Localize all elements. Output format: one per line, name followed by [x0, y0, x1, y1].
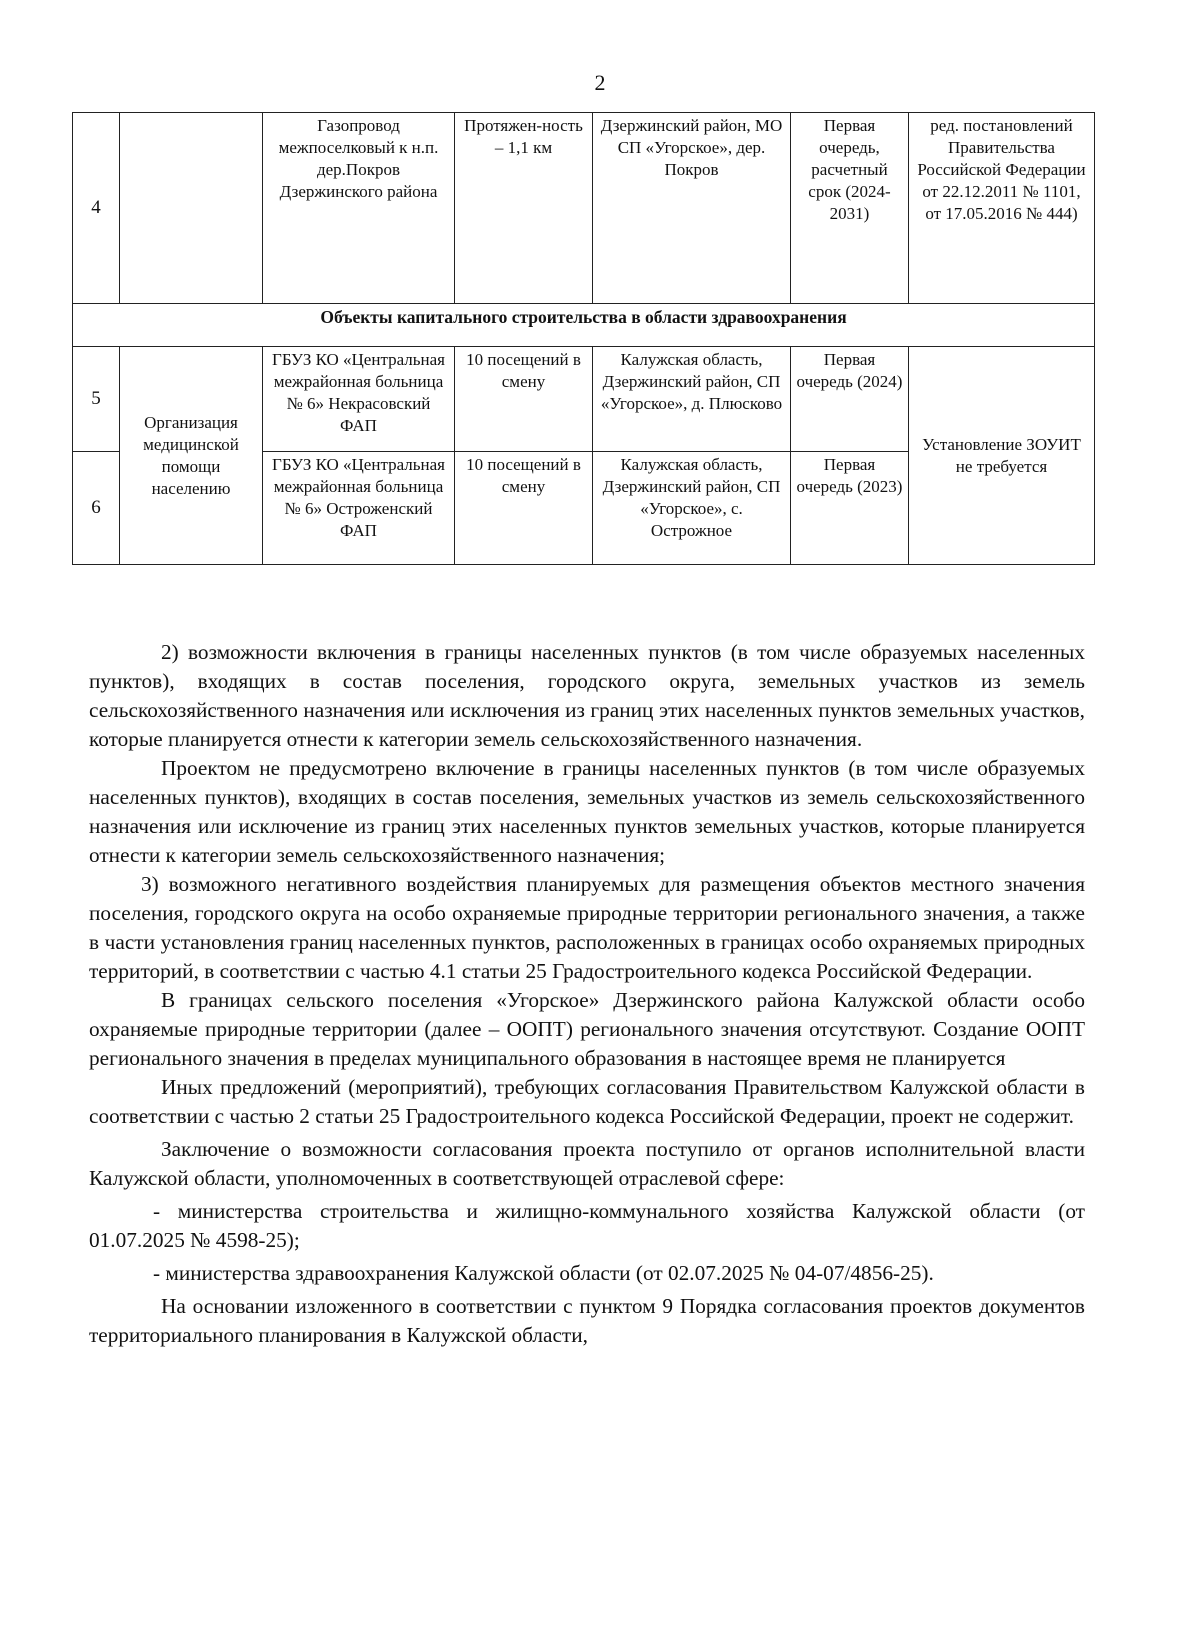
location-cell: Дзержинский район, МО СП «Угорское», дер. Покров	[593, 113, 791, 304]
table-row	[73, 347, 1095, 452]
table-row	[73, 113, 1095, 304]
object-name-cell: Газопровод межпоселковый к н.п. дер.Покров Дзержинского района	[263, 113, 455, 304]
characteristic-cell: Протяжен-ность – 1,1 км	[455, 113, 593, 304]
term-cell: Первая очередь, расчетный срок (2024-2031)	[791, 113, 909, 304]
row-number: 4	[73, 113, 120, 304]
paragraph: Проектом не предусмотрено включение в границы населенных пунктов (в том числе образуемых населенных пунктов), входящих в состав поселения, земельных участков из земель сельскохозяйственного назначения или исключение из границ этих населенных пунктов земельных участков, которые планируется отнести к категории земель сельскохозяйственного назначения;	[89, 756, 1085, 867]
page-number: 2	[594, 70, 606, 95]
location-cell: Калужская область, Дзержинский район, СП «Угорское», с. Острожное	[593, 452, 791, 565]
objects-table	[72, 112, 1095, 565]
characteristic-cell: 10 посещений в смену	[455, 347, 593, 452]
object-name-cell: ГБУЗ КО «Центральная межрайонная больница № 6» Некрасовский ФАП	[263, 347, 455, 452]
location-cell: Калужская область, Дзержинский район, СП «Угорское», д. Плюсково	[593, 347, 791, 452]
row-number: 6	[73, 452, 120, 565]
object-name-cell: ГБУЗ КО «Центральная межрайонная больница № 6» Остроженский ФАП	[263, 452, 455, 565]
term-cell: Первая очередь (2024)	[791, 347, 909, 452]
zone-cell: Установление ЗОУИТ не требуется	[909, 347, 1095, 565]
paragraph: 3) возможного негативного воздействия планируемых для размещения объектов местного значения поселения, городского округа на особо охраняемые природные территории регионального значения, а также в части установления границ населенных пунктов, расположенных в границах особо охраняемых природных территорий, в соответствии с частью 4.1 статьи 25 Градостроительного кодекса Российской Федерации.	[89, 872, 1085, 983]
paragraph: Заключение о возможности согласования проекта поступило от органов исполнительной власти Калужской области, уполномоченных в соответствующей отраслевой сфере:	[89, 1137, 1085, 1190]
row-number: 5	[73, 347, 120, 452]
paragraph: Иных предложений (мероприятий), требующих согласования Правительством Калужской области в соответствии с частью 2 статьи 25 Градостроительного кодекса Российской Федерации, проект не содержит.	[89, 1075, 1085, 1128]
section-header: Объекты капитального строительства в области здравоохранения	[73, 304, 1095, 347]
purpose-cell: Организация медицинской помощи населению	[120, 347, 263, 565]
characteristic-cell: 10 посещений в смену	[455, 452, 593, 565]
body-text	[89, 638, 1085, 1350]
section-header-row	[73, 304, 1095, 347]
purpose-cell	[120, 113, 263, 304]
term-cell: Первая очередь (2023)	[791, 452, 909, 565]
paragraph: - министерства строительства и жилищно-коммунального хозяйства Калужской области (от 01.07.2025 № 4598-25);	[89, 1199, 1085, 1252]
zone-cell: ред. постановлений Правительства Российской Федерации от 22.12.2011 № 1101, от 17.05.2016 № 444)	[909, 113, 1095, 304]
paragraph: В границах сельского поселения «Угорское» Дзержинского района Калужской области особо охраняемые природные территории (далее – ООПТ) регионального значения отсутствуют. Создание ООПТ регионального значения в пределах муниципального образования в настоящее время не планируется	[89, 988, 1085, 1070]
paragraph: - министерства здравоохранения Калужской области (от 02.07.2025 № 04-07/4856-25).	[153, 1261, 934, 1285]
paragraph: На основании изложенного в соответствии с пунктом 9 Порядка согласования проектов документов территориального планирования в Калужской области,	[89, 1294, 1085, 1347]
paragraph: 2) возможности включения в границы населенных пунктов (в том числе образуемых населенных пунктов), входящих в состав поселения, городского округа, земельных участков из земель сельскохозяйственного назначения или исключения из границ этих населенных пунктов земельных участков, которые планируется отнести к категории земель сельскохозяйственного назначения.	[89, 640, 1085, 751]
